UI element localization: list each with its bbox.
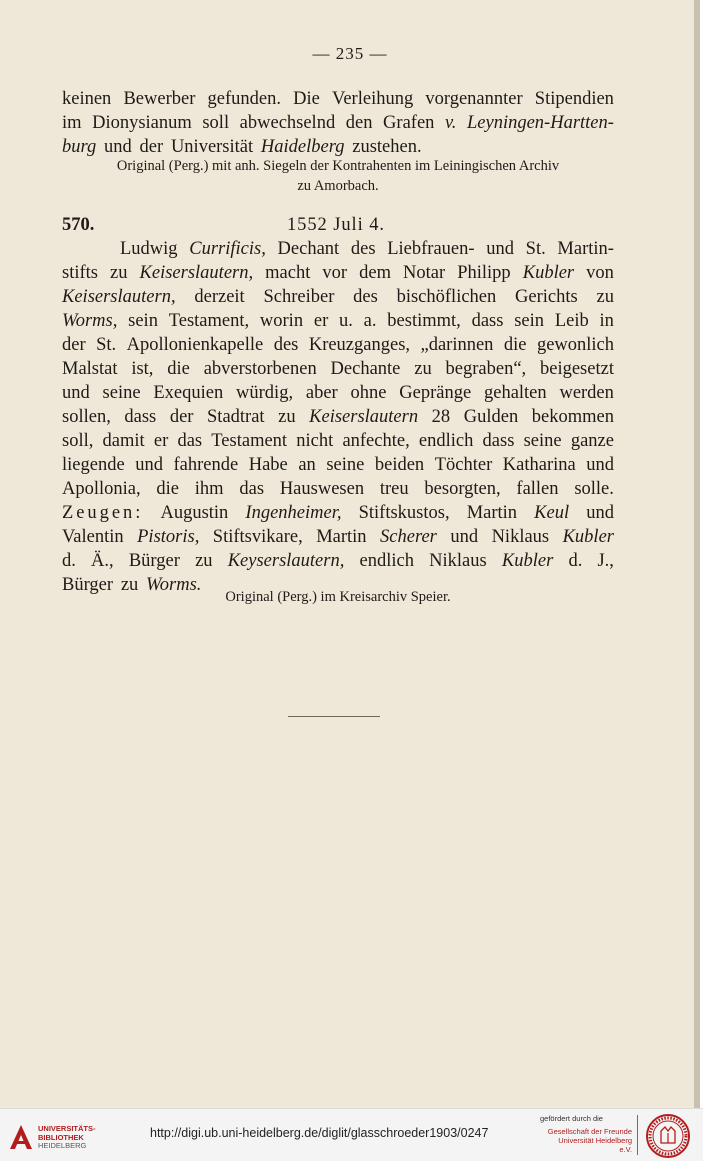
intro-source-note-2: zu Amorbach. [297,178,379,194]
text-line [62,381,614,405]
word: a. [363,311,377,331]
text-line [62,429,614,453]
word: im [62,113,82,133]
word: stifts [62,263,98,283]
word: Philipp [457,263,511,283]
word: aber [305,383,338,403]
word: bekommen [531,407,614,427]
word: Kubler [522,263,575,283]
word: zu [596,287,614,307]
word: Niklaus [491,527,550,547]
word: dem [359,263,391,283]
intro-source-note-1: Original (Perg.) mit anh. Siegeln der Kontrahenten im Leiningischen Archiv [116,158,560,174]
word: Ingenheimer, [245,503,342,523]
word: Schreiber [263,287,335,307]
word: Bürger [62,575,114,595]
word: des [353,287,378,307]
word: der [169,407,194,427]
word: Katharina [502,455,576,475]
word: Stiftsvikare, [212,527,303,547]
word: die [156,479,180,499]
word: abverstorbenen [203,359,317,379]
word: Keyserslautern, [227,551,345,571]
word: Die [293,89,320,109]
word: Scherer [380,527,437,547]
word: abwechselnd [239,113,336,133]
word: d. [62,551,76,571]
entry-number: 570. [62,215,95,235]
word: seine [102,383,141,403]
word: Verleihung [332,89,414,109]
word: vorgenannter [425,89,523,109]
word: endlich [418,431,474,451]
word: zu [120,575,139,595]
word: fahrende [173,455,239,475]
word: Martin [466,503,518,523]
word: ihm [194,479,224,499]
entry-date: 1552 Juli 4. [287,215,385,235]
word: Dionysianum [92,113,192,133]
word: ohne [350,383,387,403]
word: v. [444,113,457,133]
word: endlich [359,551,414,571]
word: er [153,431,169,451]
entry-heading [62,213,614,237]
word: burg [62,137,97,157]
word: Ä., [91,551,114,571]
word: das [239,479,265,499]
word: Keiserslautern, [139,263,254,283]
text-line [62,525,614,549]
word: ist, [131,359,154,379]
word: Hauswesen [279,479,365,499]
text-line [62,333,614,357]
word: und [486,239,514,259]
word: Currificis, [189,239,266,259]
text-line [62,309,614,333]
text-line [62,285,614,309]
word: zu [278,407,296,427]
word: des [273,335,299,355]
digitization-footer [0,1108,703,1161]
word: die [167,359,190,379]
text-line [62,87,614,111]
word: Apollonienkapelle [126,335,264,355]
word: und [586,503,614,523]
word: in [599,311,614,331]
word: beigesetzt [540,359,614,379]
word: fallen [516,479,559,499]
word: Gepränge [399,383,472,403]
word: zu [195,551,213,571]
word: Martin- [557,239,614,259]
word: Stiftskustos, [358,503,450,523]
word: Apollonia, [62,479,141,499]
word: derzeit [194,287,245,307]
word: sein [514,311,545,331]
society-name: Gesellschaft der Freunde Universität Heidelberg e.V. [547,1127,632,1154]
word: und [450,527,479,547]
word: zu [110,263,128,283]
section-rule [288,716,380,717]
word: der [139,137,164,157]
footer-divider [637,1115,638,1155]
word: gewonlich [536,335,614,355]
word: Bürger [128,551,180,571]
word: sollen, [62,407,111,427]
word: würdig, [236,383,294,403]
page-number: — 235 — [312,44,388,63]
word: St. [525,239,546,259]
word: seine [523,431,562,451]
word: Stipendien [534,89,614,109]
word: gefunden. [207,89,281,109]
word: und [586,455,614,475]
word: Testament [211,431,288,451]
word: Martin [316,527,367,547]
word: Dechant [277,239,340,259]
permalink-url[interactable]: http://digi.ub.uni-heidelberg.de/diglit/glasschroeder1903/0247 [150,1126,489,1140]
entry-source-note: Original (Perg.) im Kreisarchiv Speier. [225,589,451,605]
word: keinen [62,89,112,109]
word: Gerichts [515,287,578,307]
word: solle. [574,479,614,499]
word: er [313,311,329,331]
word: sein [128,311,158,331]
university-library-logo-icon [8,1123,34,1151]
word: des [350,239,376,259]
word: bestimmt, [387,311,461,331]
word: Augustin [160,503,229,523]
word: Dechante [330,359,401,379]
word: Universität [170,137,254,157]
word: zu [414,359,432,379]
word: dass [482,431,515,451]
funded-by-label: gefördert durch die [540,1114,603,1123]
word: Ludwig [120,239,178,259]
word: J., [597,551,614,571]
word: Leib [554,311,589,331]
word: Niklaus [429,551,487,571]
word: Leyningen-Hartten- [467,113,614,133]
word: Worms. [146,575,202,595]
word: der [62,335,86,355]
text-line [62,237,614,261]
word: Testament, [168,311,250,331]
page-spine-edge [694,0,700,1108]
word: anfechte, [342,431,410,451]
word: Kubler [501,551,554,571]
text-line [62,549,614,573]
word: gehalten [483,383,547,403]
word: soll [202,113,230,133]
word: macht [265,263,311,283]
word: die [503,335,527,355]
word: liegende [62,455,125,475]
word: zustehen. [352,137,422,157]
word: soll, [62,431,94,451]
word: nicht [296,431,334,451]
word: Keul [534,503,570,523]
word: Kubler [562,527,614,547]
word: Exequien [153,383,224,403]
word: d. [568,551,583,571]
word: u. [339,311,353,331]
word: Habe [248,455,288,475]
word: und [135,455,163,475]
word: Malstat [62,359,118,379]
word: „darinnen [420,335,494,355]
word: vor [322,263,348,283]
word: von [586,263,614,283]
word: Haidelberg [260,137,345,157]
word: Töchter [434,455,493,475]
word: den [345,113,373,133]
word: dass [124,407,157,427]
word: begraben“, [445,359,527,379]
text-line [62,111,614,135]
text-line [62,357,614,381]
word: und [104,137,132,157]
word: das [177,431,203,451]
word: beiden [374,455,425,475]
word: Worms, [62,311,118,331]
word: ganze [570,431,614,451]
word: Gulden [463,407,519,427]
university-seal-icon [645,1113,691,1159]
text-line [62,405,614,429]
word: und [62,383,90,403]
word: Notar [403,263,446,283]
word: damit [102,431,145,451]
library-name: UNIVERSITÄTS- BIBLIOTHEK HEIDELBERG [38,1124,96,1150]
word: Liebfrauen- [387,239,475,259]
word: seine [326,455,365,475]
text-line [62,261,614,285]
word: Grafen [383,113,435,133]
word: treu [379,479,409,499]
word: Zeugen: [62,503,144,523]
text-line [62,477,614,501]
word: St. [96,335,117,355]
word: Bewerber [123,89,196,109]
word: dass [471,311,504,331]
word: bischöflichen [396,287,497,307]
word: 28 [431,407,451,427]
word: Valentin [62,527,124,547]
word: an [298,455,316,475]
text-line [62,453,614,477]
word: Kreuzganges, [308,335,411,355]
word: Pistoris, [137,527,200,547]
word: besorgten, [424,479,501,499]
text-line [62,501,614,525]
word: worin [259,311,304,331]
word: werden [559,383,614,403]
word: Keiserslautern [309,407,419,427]
word: Stadtrat [207,407,265,427]
word: Keiserslautern, [62,287,176,307]
